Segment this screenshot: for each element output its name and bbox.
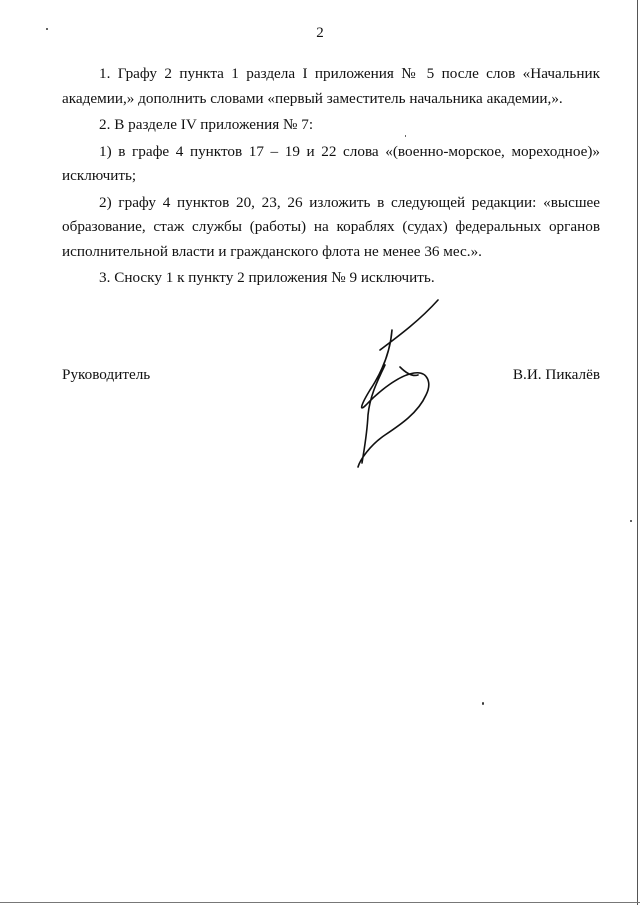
scan-border-right <box>637 0 638 905</box>
signature-icon <box>340 295 460 470</box>
scan-border-bottom <box>0 902 640 903</box>
document-body <box>62 62 600 291</box>
paragraph-1: 1. Графу 2 пункта 1 раздела I приложения № 5 после слов «Начальник академии,» дополнить словами «первый заместитель начальника академии,». <box>62 65 600 107</box>
signatory-title: Руководитель <box>62 366 151 383</box>
scan-speck <box>405 135 406 137</box>
scan-speck <box>630 520 632 522</box>
paragraph-2: 2. В разделе IV приложения № 7: <box>99 116 314 133</box>
paragraph-5: 3. Сноску 1 к пункту 2 приложения № 9 исключить. <box>99 269 435 286</box>
paragraph-3: 1) в графе 4 пунктов 17 – 19 и 22 слова «(военно-морское, мореходное)» исключить; <box>62 142 600 184</box>
signatory-name: В.И. Пикалёв <box>512 366 600 383</box>
page-number: 2 <box>316 25 324 41</box>
paragraph-4: 2) графу 4 пунктов 20, 23, 26 изложить в следующей редакции: «высшее образование, стаж службы (работы) на кораблях (судах) федеральных органов исполнительной власти и гражданского флота не менее 36 мес.». <box>62 193 600 260</box>
scan-speck <box>46 28 48 30</box>
scan-speck <box>482 702 484 705</box>
